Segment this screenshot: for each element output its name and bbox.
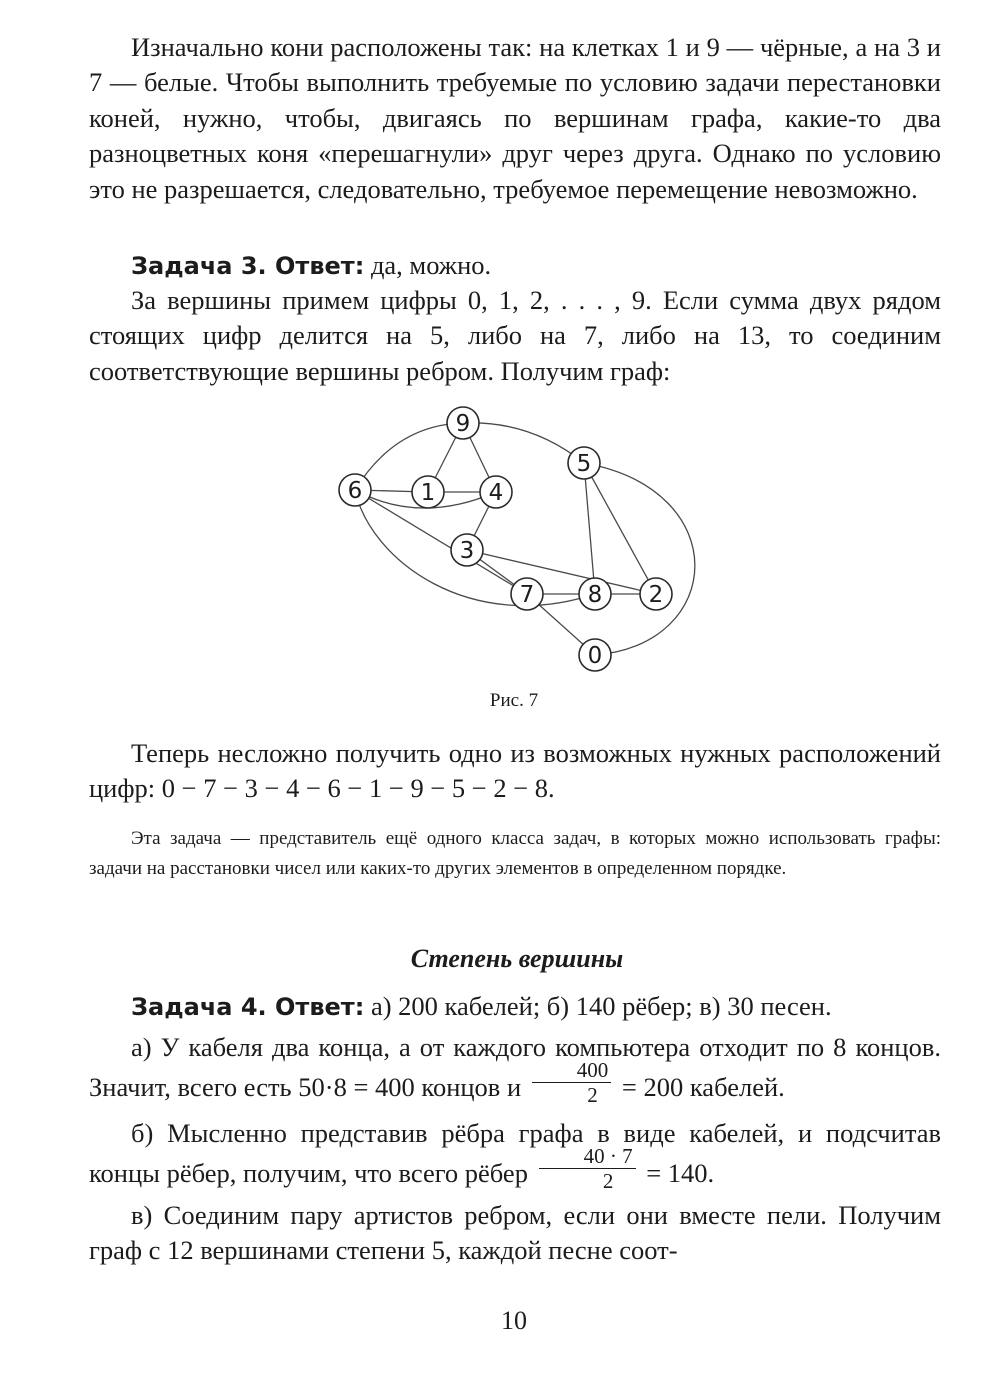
paragraph-a-text: а) У кабеля два конца, а от каждого компьютера отходит по 8 концов. Значит, всего есть 50·8 = 400 концов и — [89, 1032, 941, 1102]
edge-3-2 — [467, 550, 656, 594]
vertex-8 — [579, 578, 611, 610]
vertex-7 — [511, 578, 543, 610]
fraction-400-2 — [532, 1058, 612, 1107]
paragraph-knights: Изначально кони расположены так: на клетках 1 и 9 — чёрные, а на 3 и 7 — белые. Чтобы выполнить требуемые по условию задачи перестановки коней, нужно, чтобы, двигаясь по вершинам графа, какие-то два разноцветных коня «перешагнули» друг через друга. Однако по условию это не разрешается, следовательно, требуемое перемещение невозможно. — [89, 32, 941, 204]
fraction-numerator: 40 · 7 — [539, 1144, 636, 1169]
page-number: 10 — [501, 1306, 527, 1335]
task4-answer: а) 200 кабелей; б) 140 рёбер; в) 30 песен. — [364, 991, 832, 1021]
svg-text:3: 3 — [459, 538, 475, 564]
fraction-280-2 — [539, 1144, 636, 1193]
paragraph-b-result: = 140. — [639, 1158, 715, 1188]
vertex-6 — [339, 474, 371, 506]
vertex-3 — [451, 534, 483, 566]
svg-text:0: 0 — [587, 643, 603, 669]
edge-9-5 — [463, 423, 584, 463]
task3-answer: да, можно. — [364, 250, 492, 280]
svg-text:1: 1 — [420, 480, 436, 506]
figure-caption: Рис. 7 — [489, 690, 539, 711]
task4-answer-line — [89, 989, 941, 1025]
task4-label: Задача 4. Ответ: — [131, 993, 365, 1021]
vertex-9 — [447, 407, 479, 439]
paragraph-b-text: б) Мысленно представив рёбра графа в виде кабелей, и подсчитав концы рёбер, получим, что всего рёбер — [89, 1118, 941, 1188]
paragraph-b — [89, 1113, 941, 1193]
paragraph-c: в) Соединим пару артистов ребром, если они вместе пели. Получим граф с 12 вершинами степени 5, каждой песне соот- — [89, 1200, 941, 1266]
fraction-numerator: 400 — [532, 1058, 612, 1083]
note-paragraph: Эта задача — представитель ещё одного класса задач, в которых можно использовать графы: задачи на расстановки чисел или каких-то других элементов в определенном порядке. — [89, 828, 941, 879]
fraction-denominator: 2 — [587, 1083, 598, 1108]
svg-text:2: 2 — [648, 582, 664, 608]
paragraph-arrangement: Теперь несложно получить одно из возможных нужных расположений цифр: 0 − 7 − 3 − 4 − 6 − 1 − 9 − 5 − 2 − 8. — [89, 738, 941, 804]
svg-text:4: 4 — [488, 480, 504, 506]
svg-text:5: 5 — [576, 451, 592, 477]
edge-5-0 — [584, 463, 695, 655]
fraction-denominator: 2 — [602, 1169, 614, 1194]
vertex-4 — [480, 476, 512, 508]
paragraph-digits-graph: За вершины примем цифры 0, 1, 2, . . . , 9. Если сумма двух рядом стоящих цифр делится на 5, либо на 7, либо на 13, то соединим соответствующие вершины ребром. Получим граф: — [89, 285, 941, 386]
edge-5-2 — [584, 463, 656, 594]
vertex-5 — [568, 447, 600, 479]
edge-5-8 — [584, 463, 595, 594]
vertex-0 — [579, 639, 611, 671]
section-heading: Степень вершины — [410, 944, 624, 973]
svg-text:9: 9 — [455, 411, 471, 437]
vertex-1 — [412, 476, 444, 508]
svg-text:8: 8 — [587, 582, 603, 608]
svg-text:6: 6 — [347, 478, 363, 504]
paragraph-a-result: = 200 кабелей. — [615, 1072, 785, 1102]
edge-9-6 — [355, 423, 463, 490]
svg-text:7: 7 — [519, 582, 535, 608]
task3-label: Задача 3. Ответ: — [131, 252, 365, 280]
paragraph-a — [89, 1027, 941, 1107]
vertex-2 — [640, 578, 672, 610]
